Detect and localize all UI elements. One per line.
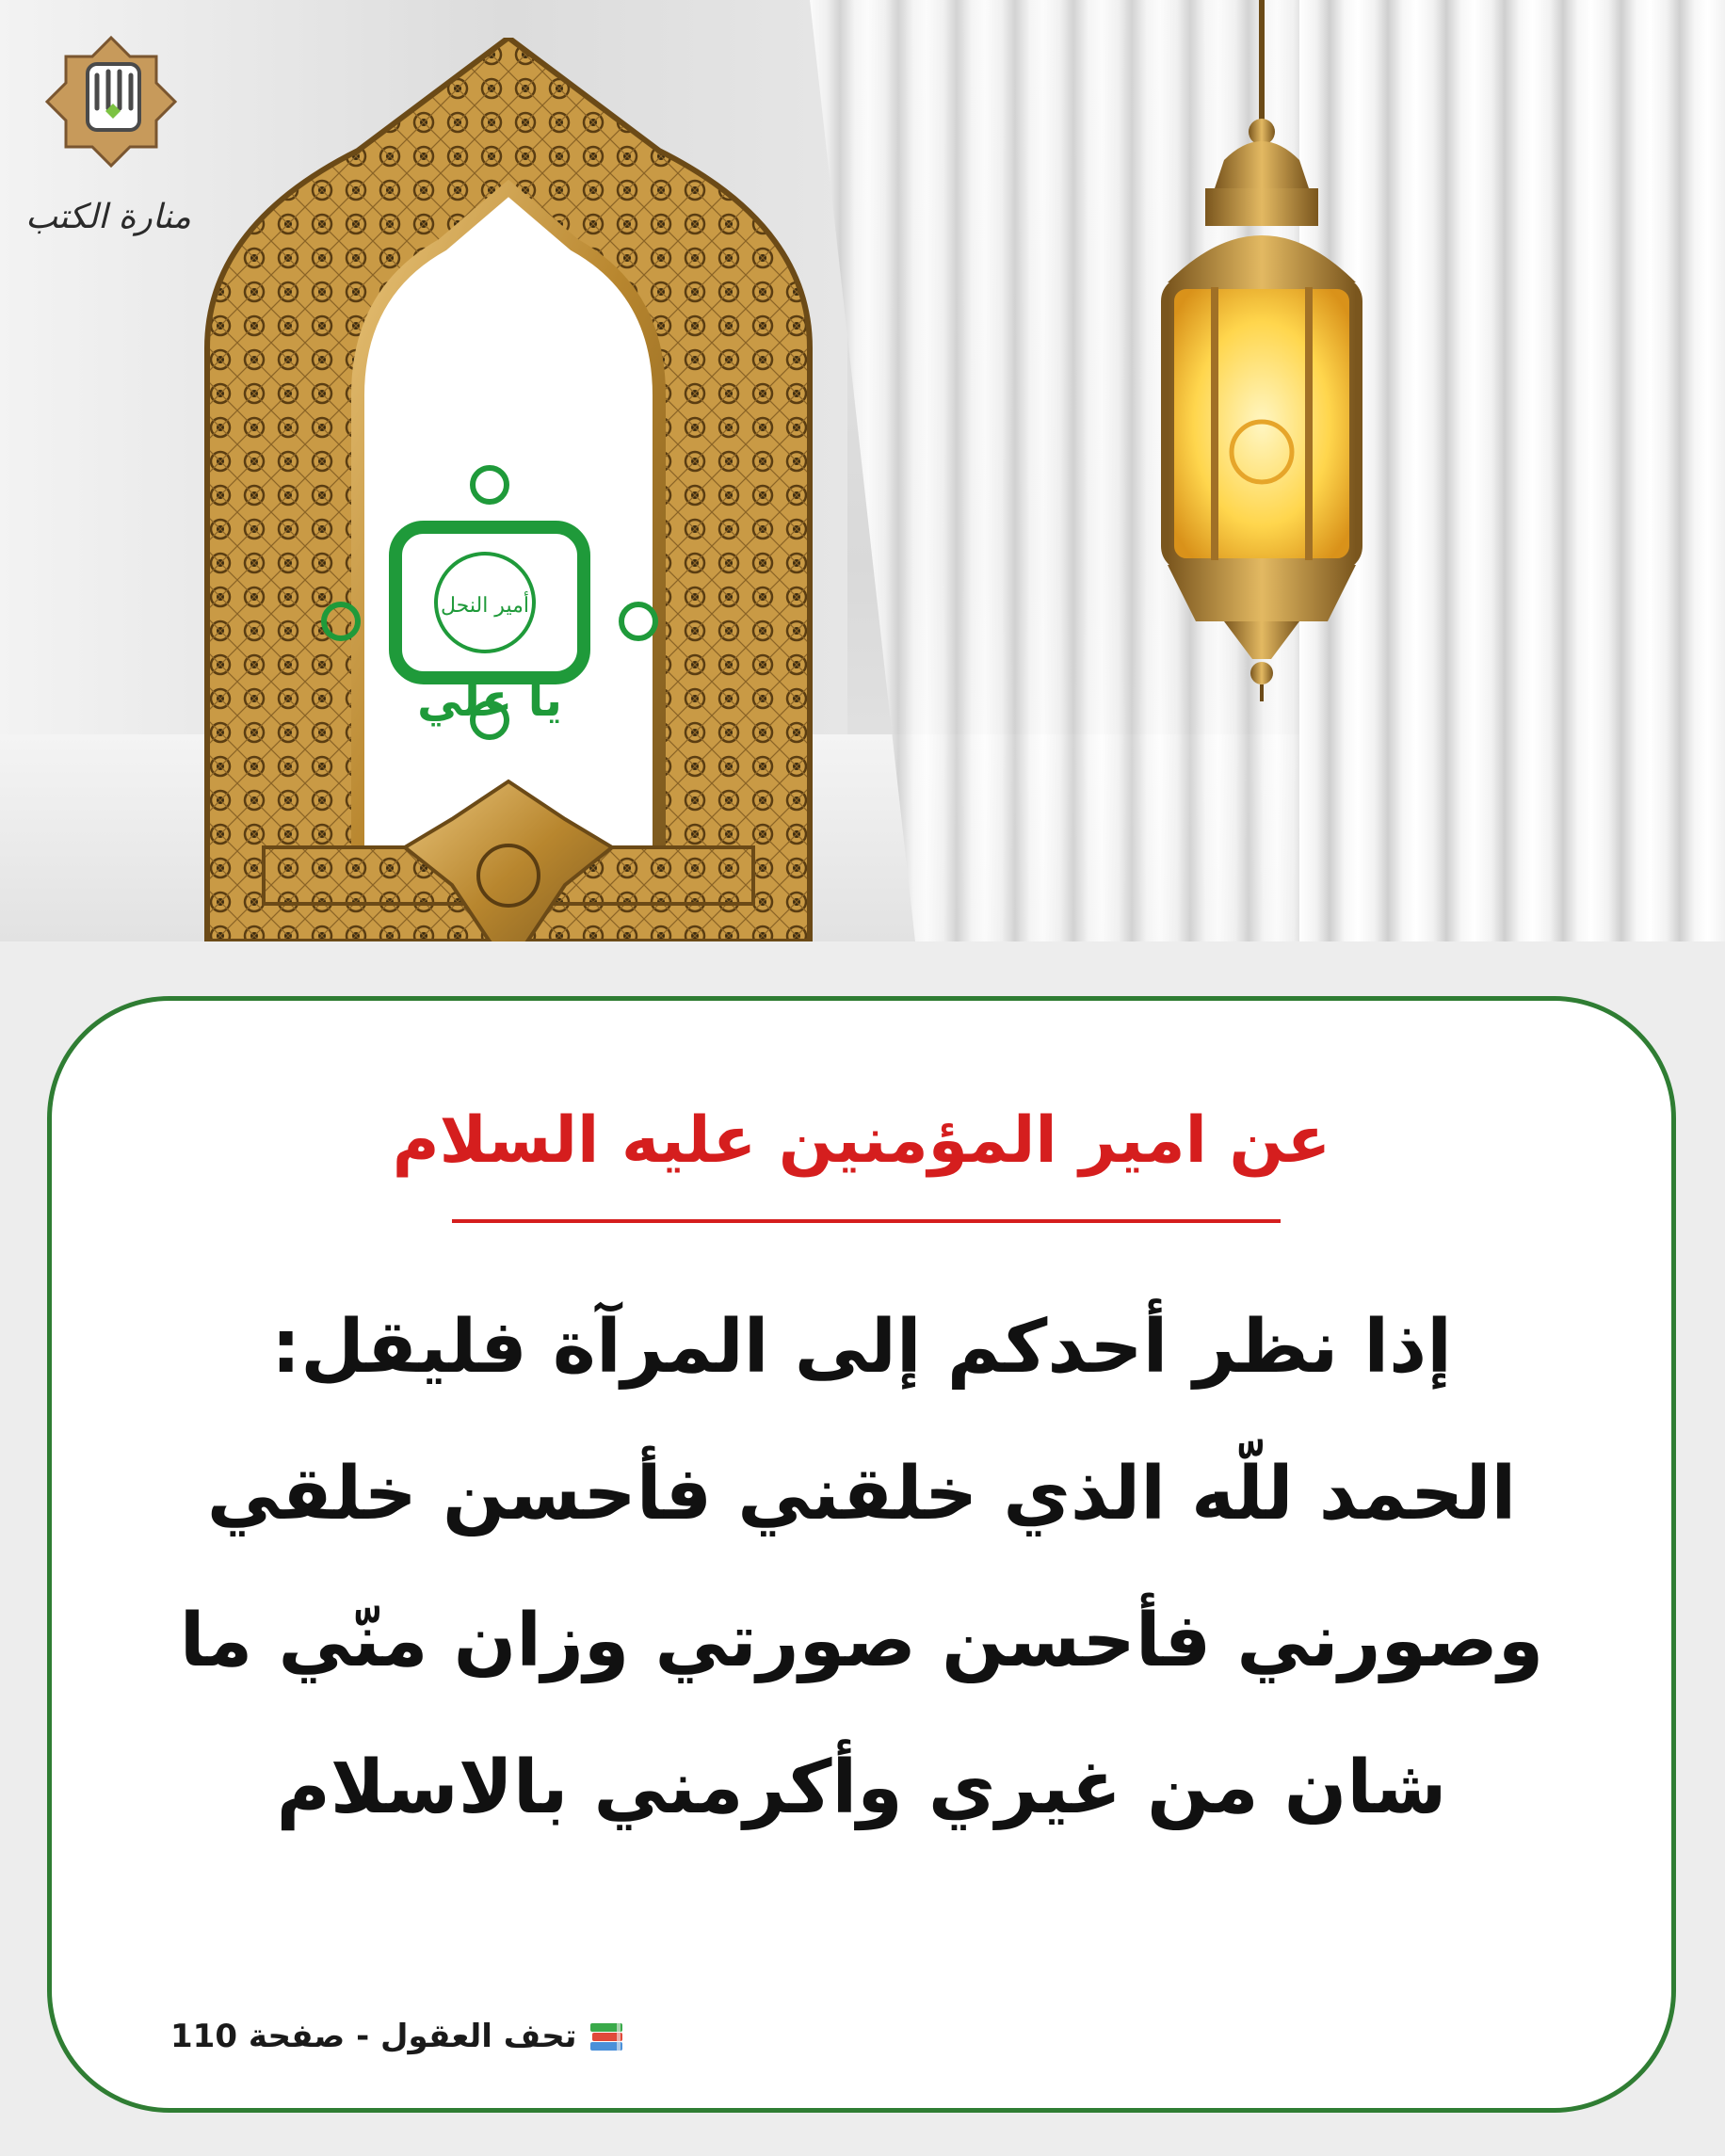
quote-line: إذا نظر أحدكم إلى المرآة فليقل: [271,1305,1452,1390]
quote-line: الحمد للّه الذي خلقني فأحسن خلقي [206,1452,1517,1537]
quote-card [47,996,1676,2113]
heading-underline [452,1219,1281,1223]
lantern-icon [1139,0,1384,716]
golden-arch [169,38,847,941]
quote-text [89,1274,1634,1861]
quote-line: شان من غيري وأكرمني بالاسلام [276,1746,1447,1830]
svg-text:أمير النحل: أمير النحل [441,594,529,618]
source-citation [170,2018,626,2055]
svg-text:يا علي: يا علي [417,674,562,727]
books-icon [588,2019,626,2053]
quote-line: وصورني فأحسن صورتي وزان منّي ما [179,1599,1544,1683]
card-heading: عن امير المؤمنين عليه السلام [392,1103,1331,1178]
logo-caption: منارة الكتب [25,198,191,236]
background-scene [0,0,1725,941]
source-text: تحف العقول - صفحة 110 [170,2018,577,2055]
